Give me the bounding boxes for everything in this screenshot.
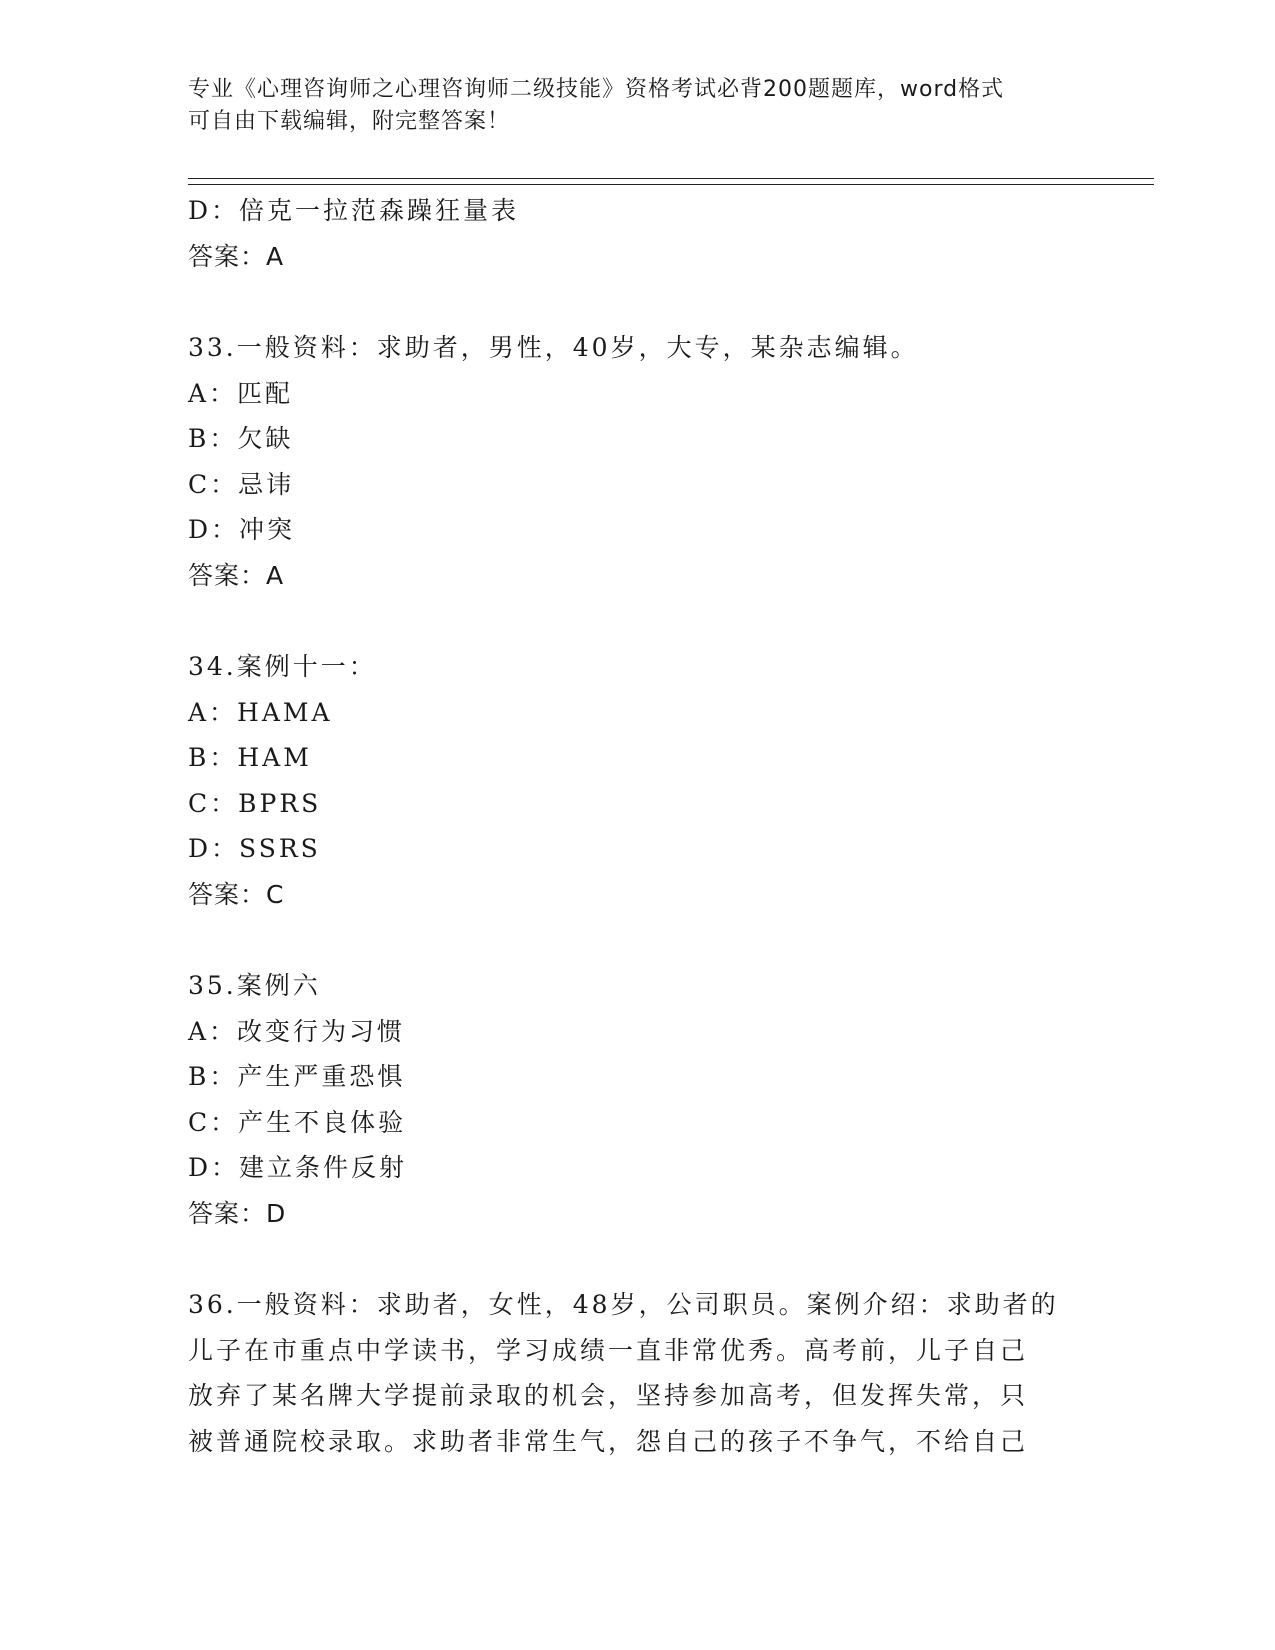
question-stem-line: 放弃了某名牌大学提前录取的机会，坚持参加高考，但发挥失常，只 xyxy=(188,1381,1029,1410)
option-a: A：匹配 xyxy=(188,378,294,408)
question-stem-line: 儿子在市重点中学读书，学习成绩一直非常优秀。高考前，儿子自己 xyxy=(188,1335,1029,1365)
answer-line: 答案：A xyxy=(188,560,285,590)
option-a: A：HAMA xyxy=(188,697,333,727)
option-c: C：产生不良体验 xyxy=(188,1107,407,1137)
option-a: A：改变行为习惯 xyxy=(188,1016,406,1046)
question-stem-line: 36.一般资料：求助者，女性，48岁，公司职员。案例介绍：求助者的 xyxy=(188,1290,1059,1319)
option-d: D：冲突 xyxy=(188,515,296,544)
answer-line: 答案：D xyxy=(188,1198,287,1228)
option-d: D：SSRS xyxy=(188,834,321,863)
question-stem: 33.一般资料：求助者，男性，40岁，大专，某杂志编辑。 xyxy=(188,333,919,362)
header-line-2: 可自由下载编辑，附完整答案！ xyxy=(188,109,511,134)
option-b: B：欠缺 xyxy=(188,424,294,453)
option-b: B：HAM xyxy=(188,743,312,772)
document-header xyxy=(188,74,1068,138)
question-stem: 34.案例十一： xyxy=(188,652,377,681)
question-33 xyxy=(188,325,1088,598)
header-line-1: 专业《心理咨询师之心理咨询师二级技能》资格考试必背200题题库，word格式 xyxy=(188,77,1005,102)
question-35 xyxy=(188,963,1088,1236)
header-divider-top xyxy=(188,178,1154,179)
option-d: D：建立条件反射 xyxy=(188,1153,408,1182)
answer-line: 答案：A xyxy=(188,241,285,271)
option-c: C：忌讳 xyxy=(188,469,295,499)
option-b: B：产生严重恐惧 xyxy=(188,1062,406,1091)
answer-line: 答案：C xyxy=(188,879,285,909)
header-divider-bottom xyxy=(188,184,1154,185)
option-d: D：倍克一拉范森躁狂量表 xyxy=(188,196,520,225)
question-stem: 35.案例六 xyxy=(188,971,321,1000)
question-34 xyxy=(188,644,1088,917)
question-36 xyxy=(188,1282,1088,1464)
question-list xyxy=(188,188,1088,1464)
question-stem-line: 被普通院校录取。求助者非常生气，怨自己的孩子不争气，不给自己 xyxy=(188,1426,1029,1456)
option-c: C：BPRS xyxy=(188,788,322,818)
